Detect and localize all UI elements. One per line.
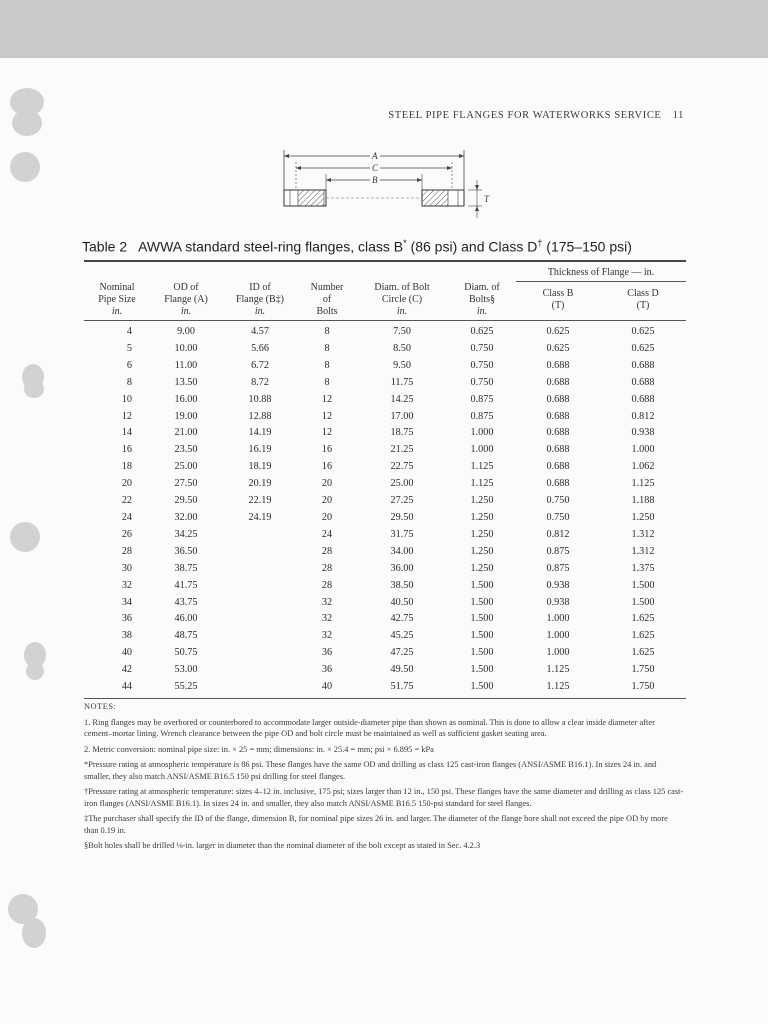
table-cell: 36: [321, 664, 333, 676]
table-cell: 0.812: [546, 528, 570, 540]
table-cell: 1.000: [546, 647, 570, 659]
table-cell: 1.625: [631, 613, 655, 625]
table-cell: 28: [321, 562, 333, 574]
table-cell: 36: [321, 647, 333, 659]
table-cell: 1.750: [631, 664, 655, 676]
table-cell: 24: [321, 528, 333, 540]
dim-label-b: B: [372, 175, 378, 185]
table-cell: 25.00: [174, 461, 198, 473]
table-cell: 16: [321, 461, 333, 473]
table-cell: 1.000: [546, 630, 570, 642]
col-header: Class B (T): [542, 288, 574, 311]
table-cell: 0.625: [470, 326, 494, 337]
table-cell: [222, 662, 298, 679]
table-cell: 31.75: [390, 528, 414, 540]
table-cell: 6.72: [251, 359, 269, 371]
table-cell: 1.250: [470, 528, 494, 540]
table-cell: [222, 611, 298, 628]
table-cell: 1.500: [470, 596, 494, 608]
note-item: †Pressure rating at atmospheric temperature: sizes 4–12 in. inclusive, 175 psi; sizes larger than 12 in., 150 psi. These flanges have the same diameter and drilling as class 125 cast-iron flanges (ANSI/ASME B16.1). In sizes 24 in. and smaller, they also match ANSI/ASME B16.5 150-psi standard for steel flanges.: [84, 787, 684, 808]
table-cell: 8: [324, 342, 330, 354]
table-cell: 23.50: [174, 444, 198, 456]
table-cell: 1.625: [631, 630, 655, 642]
table-cell: 9.50: [393, 359, 411, 371]
table-row: [84, 561, 686, 578]
table-cell: [222, 595, 298, 612]
table-cell: 42: [121, 664, 132, 676]
table-row: [84, 544, 686, 561]
table-cell: 0.625: [546, 342, 570, 354]
table-row: [84, 476, 686, 493]
note-item: §Bolt holes shall be drilled ⅛-in. larger in diameter than the nominal diameter of the bolt except as stated in Sec. 4.2.3: [84, 841, 481, 850]
thickness-group-header: [516, 262, 686, 282]
table-cell: 1.500: [631, 579, 655, 591]
table-cell: 9.00: [177, 326, 195, 337]
table-cell: 17.00: [390, 410, 414, 422]
col-header: Class D (T): [627, 288, 659, 311]
table-cell: 32: [121, 579, 132, 591]
table-cell: 1.125: [470, 478, 494, 490]
table-cell: 51.75: [390, 681, 414, 693]
table-cell: 1.375: [631, 562, 655, 574]
table-cell: 38: [121, 630, 132, 642]
table-cell: 32.00: [174, 511, 198, 523]
table-cell: 46.00: [174, 613, 198, 625]
table-cell: 1.250: [470, 562, 494, 574]
flange-table: [84, 262, 686, 318]
table-cell: [222, 544, 298, 561]
table-cell: 24: [121, 511, 132, 523]
table-cell: 0.750: [470, 376, 494, 388]
table-cell: 28: [321, 545, 333, 557]
table-cell: 38.75: [174, 562, 198, 574]
table-cell: 8.50: [393, 342, 411, 354]
table-cell: 0.750: [546, 495, 570, 507]
table-cell: 0.688: [546, 410, 570, 422]
table-cell: 0.750: [546, 511, 570, 523]
col-header: OD of Flange (A) in.: [164, 282, 208, 317]
table-cell: 26: [121, 528, 132, 540]
col-header: Diam. of Bolt Circle (C) in.: [374, 282, 430, 317]
table-row: [84, 409, 686, 426]
table-cell: 18.19: [248, 461, 272, 473]
table-cell: 11.00: [174, 359, 198, 371]
flange-table-wrap: [84, 260, 686, 699]
table-cell: 42.75: [390, 613, 414, 625]
table-cell: 0.750: [470, 359, 494, 371]
table-cell: [222, 527, 298, 544]
table-cell: 0.688: [546, 478, 570, 490]
table-cell: 21.25: [390, 444, 414, 456]
table-cell: 14.19: [248, 427, 272, 439]
flange-table-body: [84, 324, 686, 696]
table-cell: 16.19: [248, 444, 272, 456]
table-cell: 36: [121, 613, 132, 625]
table-cell: 14.25: [390, 393, 414, 405]
table-cell: [222, 561, 298, 578]
table-cell: 34.00: [390, 545, 414, 557]
table-row: [84, 527, 686, 544]
caption-lead: Table 2: [82, 238, 128, 255]
running-head: [388, 110, 684, 121]
note-item: 1. Ring flanges may be overbored or counterbored to accommodate larger outside-diameter pipe than shown as nominal. This is done to allow a clear inside diameter after cement–mortar lining. Wrench clearance between the pipe OD and bolt circle must be maintained as well as sufficient gasket seating area.: [84, 717, 655, 738]
table-cell: 0.688: [546, 461, 570, 473]
table-cell: 44: [121, 681, 132, 693]
table-cell: 16: [321, 444, 333, 456]
table-cell: 8: [126, 376, 132, 388]
table-cell: 32: [321, 596, 333, 608]
table-cell: 0.688: [546, 427, 570, 439]
table-cell: 8: [324, 376, 330, 388]
note-item: *Pressure rating at atmospheric temperature is 86 psi. These flanges have the same OD and drilling as class 125 cast-iron flanges (ANSI/ASME B16.1). In sizes 24 in. and smaller, they also match ANSI/ASME B16.5 150 psi drilling for steel flanges.: [84, 760, 657, 781]
header-bottom-rule: [84, 320, 686, 321]
table-cell: 27.25: [390, 495, 414, 507]
table-cell: 0.938: [631, 427, 655, 439]
table-cell: 1.250: [470, 495, 494, 507]
table-cell: 34: [121, 596, 132, 608]
table-cell: 4.57: [251, 326, 269, 337]
table-row: [84, 679, 686, 696]
col-header: Nominal Pipe Size in.: [98, 282, 136, 317]
table-row: [84, 459, 686, 476]
table-cell: 1.250: [470, 511, 494, 523]
table-cell: 49.50: [390, 664, 414, 676]
col-header: ID of Flange (B‡) in.: [235, 282, 285, 317]
table-row: [84, 493, 686, 510]
table-cell: 8: [324, 359, 330, 371]
table-cell: 10: [121, 393, 132, 405]
table-cell: 1.312: [631, 528, 655, 540]
table-caption: [82, 238, 632, 255]
table-cell: 34.25: [174, 528, 198, 540]
table-cell: 1.188: [631, 495, 655, 507]
table-cell: 12.88: [248, 410, 272, 422]
table-row: [84, 628, 686, 645]
table-cell: 22: [121, 495, 132, 507]
column-header-row: [84, 282, 686, 318]
table-cell: 0.625: [631, 342, 655, 354]
binder-hole: [22, 918, 46, 948]
table-cell: 32: [321, 613, 333, 625]
table-cell: 27.50: [174, 478, 198, 490]
table-cell: 10.00: [174, 342, 198, 354]
table-cell: [222, 628, 298, 645]
table-cell: 1.250: [631, 511, 655, 523]
table-cell: 12: [121, 410, 132, 422]
table-cell: 1.500: [470, 681, 494, 693]
table-cell: 13.50: [174, 376, 198, 388]
table-cell: 1.750: [631, 681, 655, 693]
col-header: Number of Bolts: [310, 282, 344, 317]
table-cell: 1.125: [546, 681, 570, 693]
caption-text-a: AWWA standard steel-ring flanges, class B: [138, 238, 404, 255]
table-cell: [222, 679, 298, 696]
table-cell: 8: [324, 326, 330, 337]
table-cell: 16: [121, 444, 132, 456]
table-row: [84, 324, 686, 341]
table-cell: 1.000: [470, 427, 494, 439]
notes-heading: NOTES:: [84, 702, 117, 711]
table-cell: 1.500: [470, 664, 494, 676]
table-cell: 0.875: [470, 393, 494, 405]
table-cell: 1.125: [546, 664, 570, 676]
table-cell: 32: [321, 630, 333, 642]
table-cell: 21.00: [174, 427, 198, 439]
table-cell: 1.500: [470, 613, 494, 625]
table-cell: 4: [126, 326, 132, 337]
table-cell: 0.625: [631, 326, 655, 337]
table-cell: 20: [321, 511, 333, 523]
table-row: [84, 645, 686, 662]
table-cell: 1.500: [470, 630, 494, 642]
table-row: [84, 595, 686, 612]
table-cell: 12: [321, 427, 333, 439]
table-cell: 28: [321, 579, 333, 591]
table-cell: 25.00: [390, 478, 414, 490]
note-item: ‡The purchaser shall specify the ID of the flange, dimension B, for nominal pipe sizes 26 in. and larger. The diameter of the flange bore shall not exceed the pipe OD by more than 0.19 in.: [84, 814, 668, 835]
caption-sup-a: *: [403, 238, 407, 248]
caption-sup-b: †: [537, 238, 543, 248]
table-cell: 11.75: [390, 376, 414, 388]
table-cell: 30: [121, 562, 132, 574]
table-cell: 1.125: [470, 461, 494, 473]
scan-top-margin: [0, 0, 768, 58]
table-cell: 1.500: [470, 647, 494, 659]
table-cell: 8.72: [251, 376, 269, 388]
table-cell: 0.688: [631, 393, 655, 405]
table-cell: [222, 645, 298, 662]
note-item: 2. Metric conversion: nominal pipe size: in. × 25 = mm; dimensions: in. × 25.4 = mm; psi × 6.895 = kPa: [84, 744, 434, 754]
caption-text-c: (175–150 psi): [542, 238, 632, 255]
table-cell: 36.50: [174, 545, 198, 557]
table-cell: 43.75: [174, 596, 198, 608]
dim-label-t: T: [484, 194, 490, 204]
table-cell: 55.25: [174, 681, 198, 693]
table-cell: 0.875: [546, 562, 570, 574]
table-row: [84, 578, 686, 595]
table-cell: 38.50: [390, 579, 414, 591]
binder-hole: [10, 522, 40, 552]
table-cell: [222, 578, 298, 595]
table-row: [84, 442, 686, 459]
thickness-group-label: Thickness of Flange — in.: [516, 267, 686, 282]
table-cell: 28: [121, 545, 132, 557]
col-header: Diam. of Bolts§ in.: [464, 282, 500, 317]
table-cell: 22.19: [248, 495, 272, 507]
table-cell: 53.00: [174, 664, 198, 676]
table-cell: 0.625: [546, 326, 570, 337]
table-cell: 1.500: [470, 579, 494, 591]
table-cell: 0.688: [631, 359, 655, 371]
table-cell: 40.50: [390, 596, 414, 608]
table-cell: 36.00: [390, 562, 414, 574]
table-cell: 6: [126, 359, 132, 371]
table-cell: 22.75: [390, 461, 414, 473]
binder-hole: [12, 110, 42, 136]
table-cell: 0.875: [546, 545, 570, 557]
table-cell: 1.062: [631, 461, 655, 473]
table-cell: 12: [321, 410, 333, 422]
table-row: [84, 341, 686, 358]
table-row: [84, 375, 686, 392]
table-cell: 50.75: [174, 647, 198, 659]
table-cell: 1.500: [631, 596, 655, 608]
table-cell: 0.938: [546, 579, 570, 591]
table-cell: 0.812: [631, 410, 655, 422]
table-cell: 19.00: [174, 410, 198, 422]
table-row: [84, 392, 686, 409]
table-cell: 0.938: [546, 596, 570, 608]
header-spacer: [84, 262, 516, 282]
table-cell: 7.50: [393, 326, 411, 337]
running-head-title: STEEL PIPE FLANGES FOR WATERWORKS SERVICE: [388, 110, 662, 121]
table-cell: 10.88: [248, 393, 272, 405]
table-cell: 20.19: [248, 478, 272, 490]
table-cell: 5.66: [251, 342, 269, 354]
table-cell: 18: [121, 461, 132, 473]
table-cell: 0.688: [546, 376, 570, 388]
table-cell: 5: [126, 342, 132, 354]
table-cell: 20: [121, 478, 132, 490]
table-cell: 45.25: [390, 630, 414, 642]
table-row: [84, 662, 686, 679]
table-cell: 1.000: [470, 444, 494, 456]
table-cell: 0.875: [470, 410, 494, 422]
table-cell: 0.688: [546, 359, 570, 371]
table-cell: 1.000: [546, 613, 570, 625]
table-row: [84, 510, 686, 527]
flange-cross-section-diagram: [276, 144, 496, 224]
table-cell: 40: [321, 681, 333, 693]
table-cell: 0.688: [631, 376, 655, 388]
caption-text-b: (86 psi) and Class D: [406, 238, 538, 255]
table-cell: 20: [321, 495, 333, 507]
dim-label-a: A: [372, 151, 378, 161]
dim-label-c: C: [372, 163, 379, 173]
table-cell: 14: [121, 427, 132, 439]
table-cell: 20: [321, 478, 333, 490]
binder-hole: [24, 380, 44, 398]
table-cell: 41.75: [174, 579, 198, 591]
table-cell: 0.750: [470, 342, 494, 354]
binder-hole: [26, 662, 44, 680]
table-cell: 1.312: [631, 545, 655, 557]
table-cell: 16.00: [174, 393, 198, 405]
table-cell: 12: [321, 393, 333, 405]
table-cell: 47.25: [390, 647, 414, 659]
table-cell: 1.000: [631, 444, 655, 456]
table-cell: 18.75: [390, 427, 414, 439]
table-cell: 1.125: [631, 478, 655, 490]
table-cell: 40: [121, 647, 132, 659]
table-cell: 48.75: [174, 630, 198, 642]
table-cell: 29.50: [174, 495, 198, 507]
table-row: [84, 358, 686, 375]
table-notes: [84, 701, 684, 856]
document-page: [0, 58, 768, 1024]
table-cell: 1.625: [631, 647, 655, 659]
table-cell: 24.19: [248, 511, 272, 523]
binder-hole: [10, 152, 40, 182]
table-row: [84, 425, 686, 442]
table-cell: 29.50: [390, 511, 414, 523]
table-row: [84, 611, 686, 628]
table-cell: 0.688: [546, 393, 570, 405]
page-number: 11: [672, 110, 684, 121]
table-cell: 0.688: [546, 444, 570, 456]
table-cell: 1.250: [470, 545, 494, 557]
table-bottom-rule: [84, 698, 686, 699]
